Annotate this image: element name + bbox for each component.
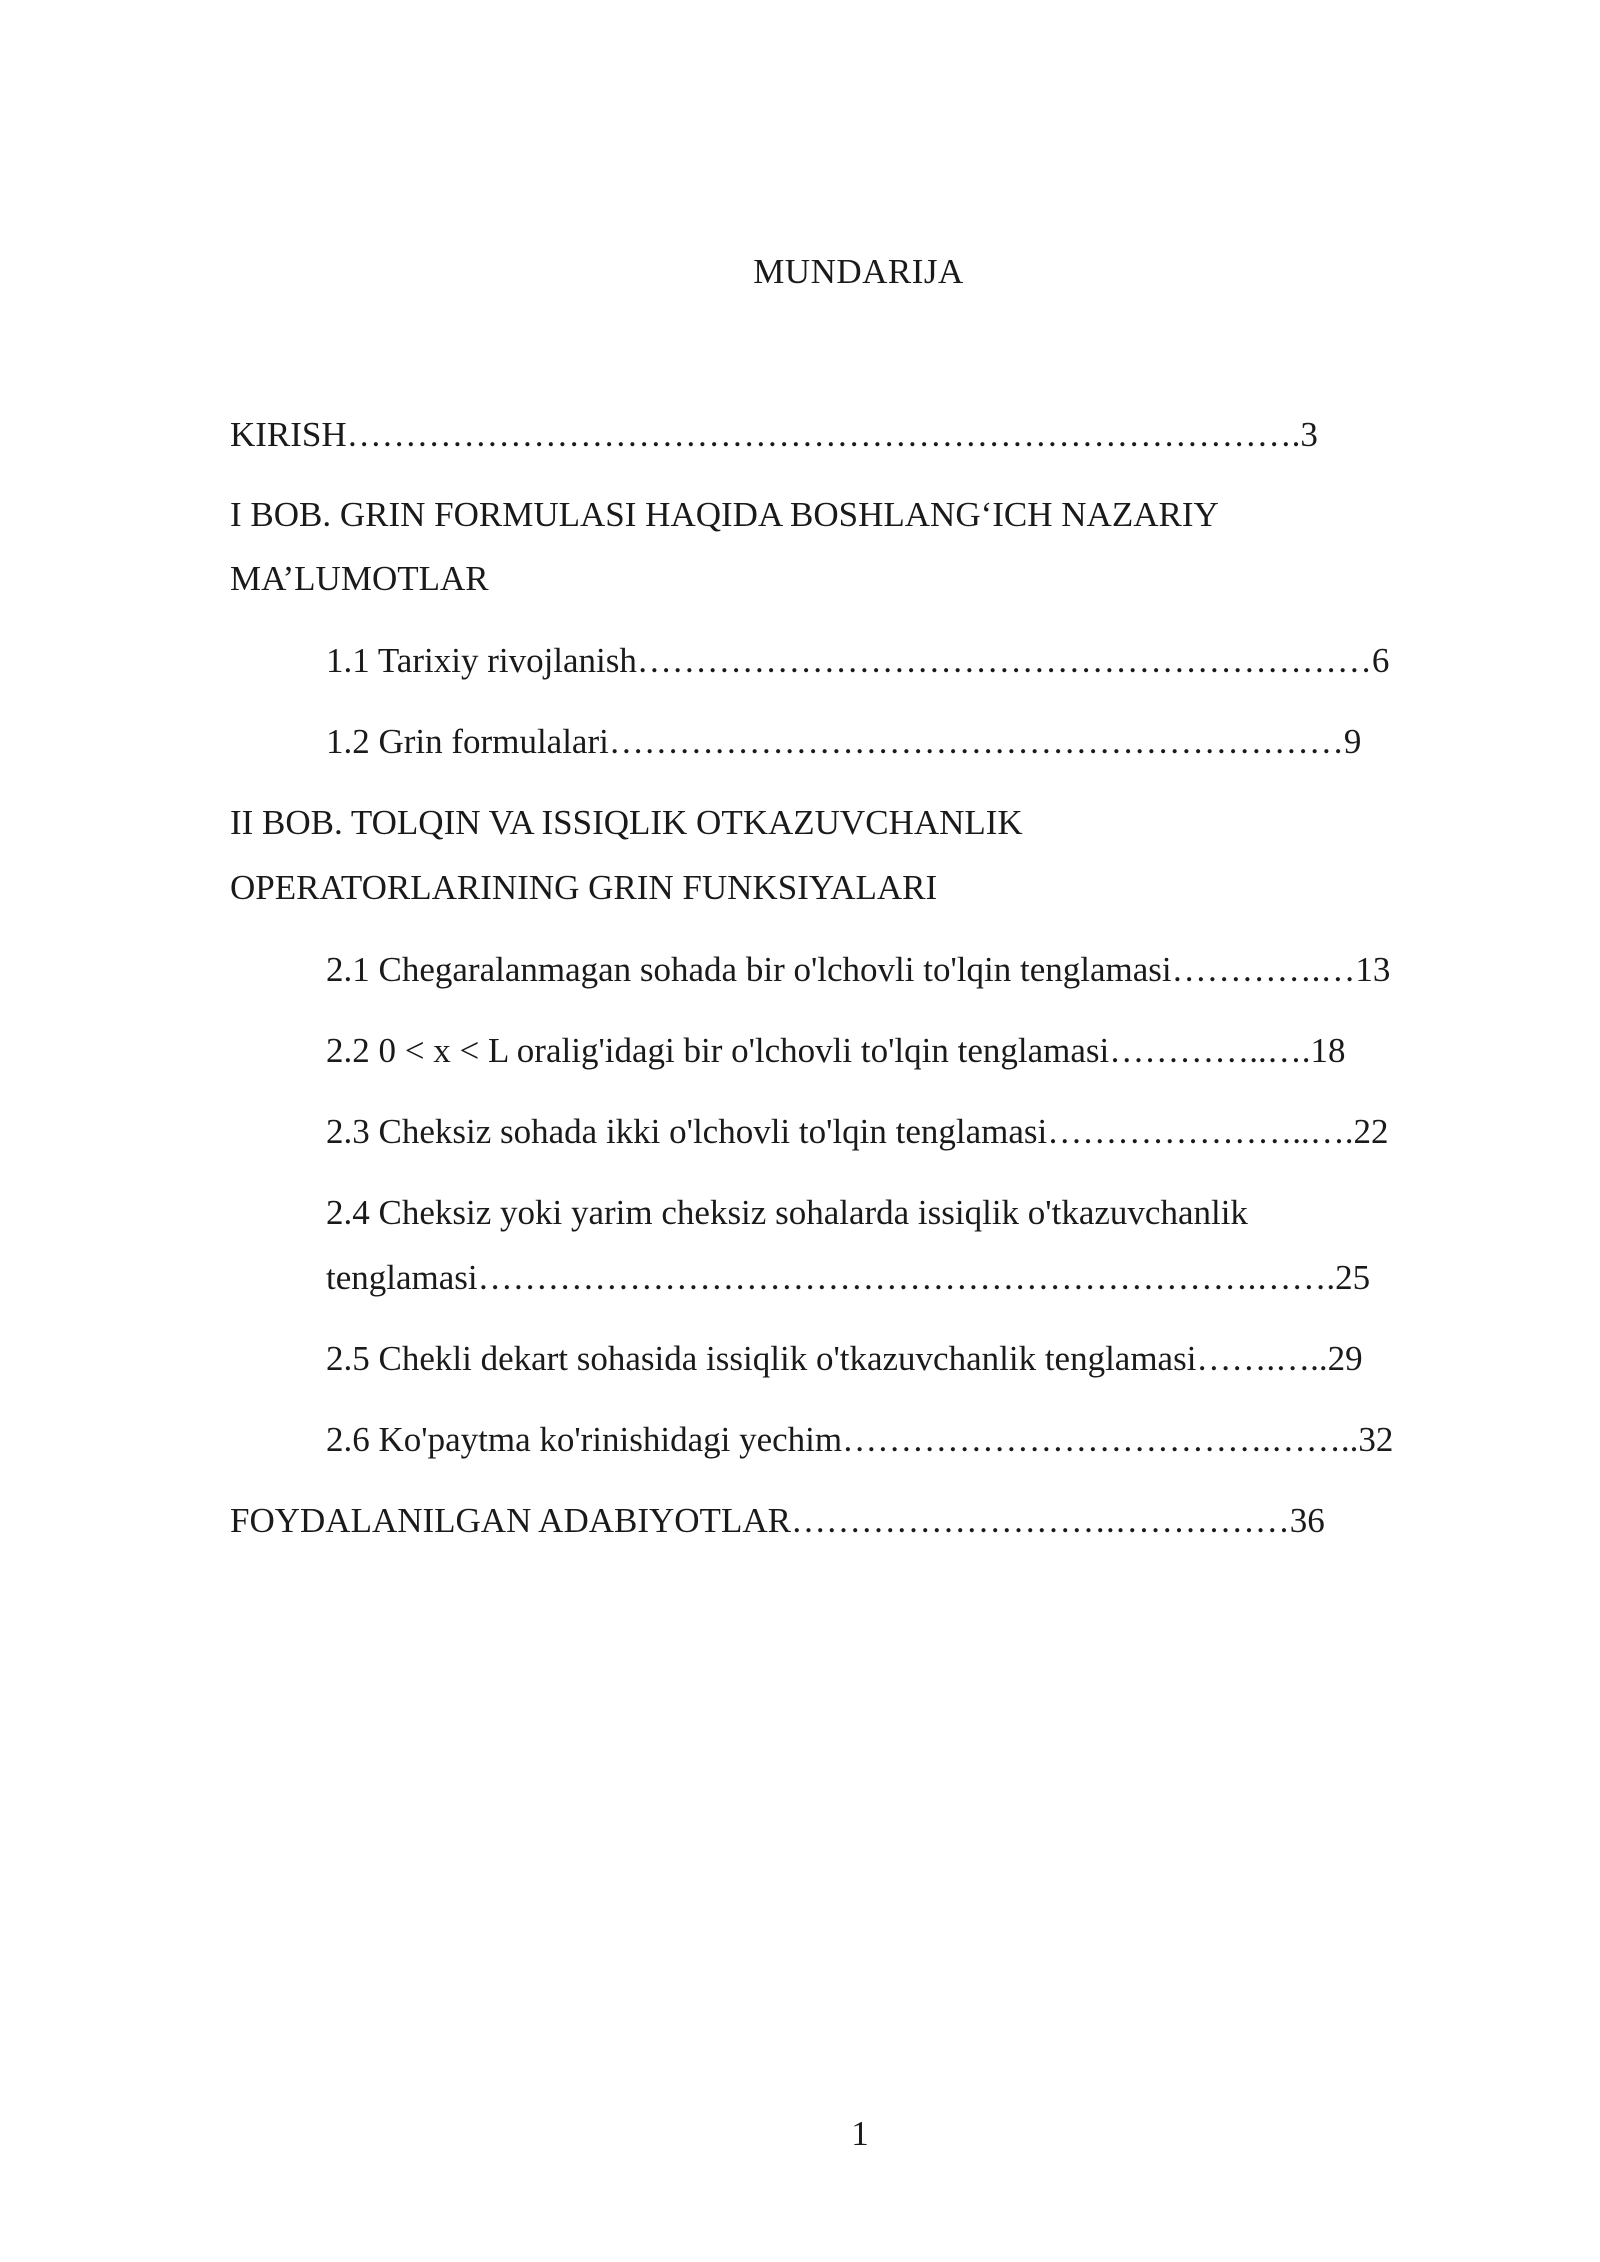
toc-chapter-2-heading-line-1[interactable]: II BOB. TOLQIN VA ISSIQLIK OTKAZUVCHANLIK bbox=[230, 803, 1023, 842]
toc-entry-2-5[interactable]: 2.5 Chekli dekart sohasida issiqlik o'tkazuvchanlik tenglamasi…….…..29 bbox=[326, 1339, 1363, 1378]
toc-chapter-1-heading-line-1[interactable]: I BOB. GRIN FORMULASI HAQIDA BOSHLANG‘ICH NAZARIY bbox=[230, 495, 1219, 534]
toc-entry-1-1[interactable]: 1.1 Tarixiy rivojlanish………………………………………………………6 bbox=[326, 641, 1390, 680]
toc-entry-2-1[interactable]: 2.1 Chegaralanmagan sohada bir o'lchovli to'lqin tenglamasi………….…13 bbox=[326, 950, 1391, 989]
toc-entry-2-6[interactable]: 2.6 Ko'paytma ko'rinishidagi yechim……………………………….……..32 bbox=[326, 1420, 1394, 1459]
toc-entry-2-2[interactable]: 2.2 0 < x < L oralig'idagi bir o'lchovli to'lqin tenglamasi…………..….18 bbox=[326, 1031, 1346, 1070]
page-number: 1 bbox=[851, 2114, 869, 2153]
toc-chapter-1-heading-line-2[interactable]: MA’LUMOTLAR bbox=[230, 559, 489, 598]
toc-entry-references[interactable]: FOYDALANILGAN ADABIYOTLAR……………………….……………36 bbox=[230, 1501, 1325, 1540]
toc-entry-kirish[interactable]: KIRISH……………………………………………………………………….3 bbox=[230, 415, 1318, 454]
toc-entry-2-3[interactable]: 2.3 Cheksiz sohada ikki o'lchovli to'lqin tenglamasi…………………..….22 bbox=[326, 1112, 1389, 1151]
toc-entry-2-4-line-2[interactable]: tenglamasi………………………………………………………….…….25 bbox=[326, 1258, 1371, 1297]
toc-entry-2-4-line-1[interactable]: 2.4 Cheksiz yoki yarim cheksiz sohalarda issiqlik o'tkazuvchanlik bbox=[326, 1193, 1248, 1232]
page-title: MUNDARIJA bbox=[753, 252, 964, 291]
toc-entry-1-2[interactable]: 1.2 Grin formulalari………………………………………………………9 bbox=[326, 722, 1362, 761]
toc-chapter-2-heading-line-2[interactable]: OPERATORLARINING GRIN FUNKSIYALARI bbox=[230, 868, 938, 907]
